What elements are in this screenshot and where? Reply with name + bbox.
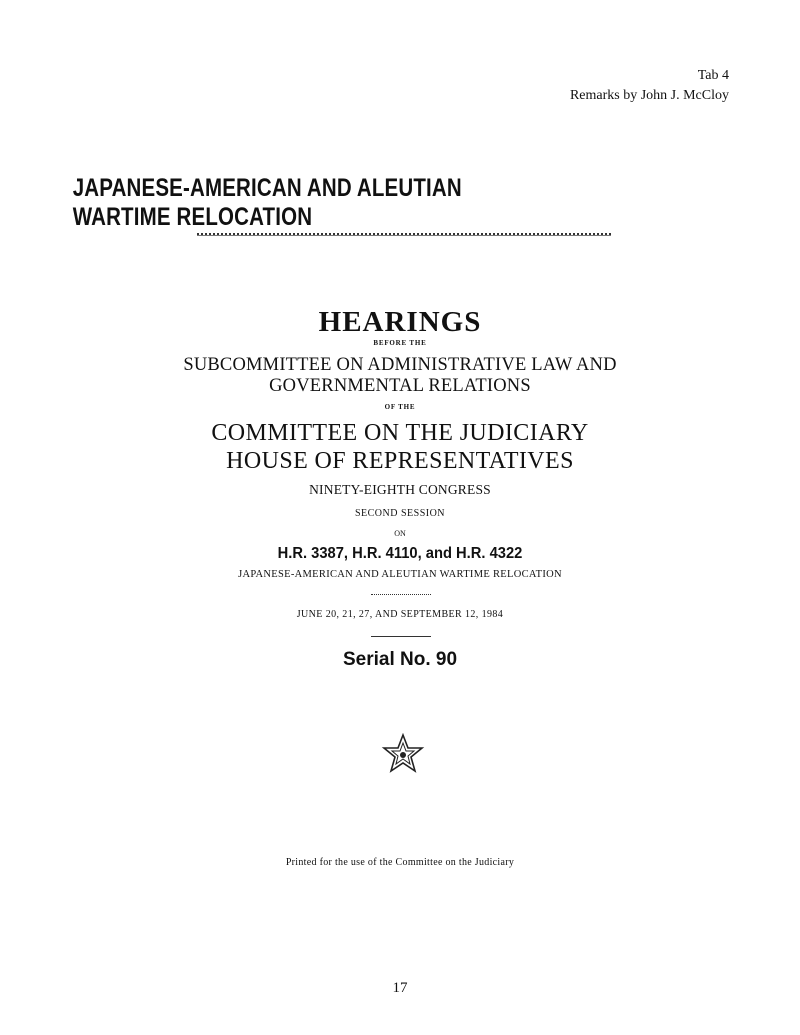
committee-name: COMMITTEE ON THE JUDICIARY [211,420,589,446]
title-divider [197,233,611,236]
subcommittee-line-2: GOVERNMENTAL RELATIONS [269,376,531,396]
on-label: ON [394,529,406,538]
house-name: HOUSE OF REPRESENTATIVES [226,448,574,474]
hearing-subject: JAPANESE-AMERICAN AND ALEUTIAN WARTIME RELOCATION [238,569,562,580]
serial-number: Serial No. 90 [342,649,458,670]
tab-label: Tab 4 [697,68,729,83]
hearings-heading: HEARINGS [318,306,482,338]
gpo-star-emblem-icon [380,733,426,779]
congress-label: NINETY-EIGHTH CONGRESS [309,482,491,497]
hearing-dates: JUNE 20, 21, 27, AND SEPTEMBER 12, 1984 [296,609,504,620]
session-label: SECOND SESSION [354,508,446,519]
remarks-attribution: Remarks by John J. McCloy [569,88,729,103]
short-divider [371,594,431,595]
short-divider [371,636,431,637]
document-title-line-1: JAPANESE-AMERICAN AND ALEUTIAN [72,174,462,202]
of-the-label: OF THE [384,403,416,411]
subcommittee-line-1: SUBCOMMITTEE ON ADMINISTRATIVE LAW AND [183,355,617,375]
bill-numbers: H.R. 3387, H.R. 4110, and H.R. 4322 [277,545,523,562]
document-title-line-2: WARTIME RELOCATION [72,203,313,231]
before-the-label: BEFORE THE [373,339,427,347]
page-number: 17 [392,980,408,996]
printed-note: Printed for the use of the Committee on the Judiciary [285,857,515,868]
